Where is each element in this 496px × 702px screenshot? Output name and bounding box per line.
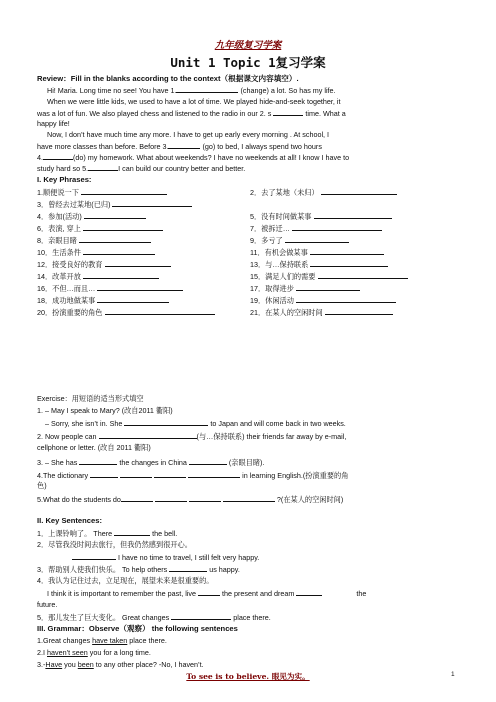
sentence-line: 2．尽管我没时间去旅行，但我仍然感到很开心。 [37,540,192,549]
phrase-blank[interactable] [314,211,392,219]
blank-2[interactable] [273,108,303,116]
phrase-item [37,235,151,245]
phrase-item [37,223,163,233]
phrase-label: 8．亲眼目睹 [37,236,77,245]
phrase-blank[interactable] [292,223,382,231]
review-line: was a lot of fun. We also played chess and listened to the radio in our 2. s time. What a [37,109,346,118]
phrase-label: 1.顺便说一下 [37,188,79,197]
blank-s4b[interactable] [296,588,322,596]
page-footer: To see is to believe. 眼见为实。 [186,672,310,681]
sentence-line: I have no time to travel, I still felt very happy. [72,552,259,562]
phrase-item [37,187,167,197]
phrase-blank[interactable] [81,187,167,195]
sentence-line: 4．我认为记住过去，立足现在，展望未来是很重要的。 [37,576,214,585]
page-number: 1 [451,671,455,678]
phrase-label: 4．参加(活动) [37,212,82,221]
sentence-line: 1．上课铃响了。 There the bell. [37,529,178,538]
phrase-item [250,271,408,281]
page-title: Unit 1 Topic 1复习学案 [170,55,326,70]
phrase-item [37,283,183,293]
review-line: Hi! Maria. Long time no see! You have 1. (change) a lot. So has my life. [47,86,336,95]
phrase-label: 16．不但…而且… [37,284,96,293]
phrase-blank[interactable] [83,223,163,231]
phrase-item [37,259,171,269]
exercise-line: 3. – She has the changes in China (亲眼目睹). [37,458,265,467]
phrase-label: 15．满足人们的需要 [250,272,316,281]
phrase-label: 20．扮演重要的角色 [37,308,103,317]
phrase-blank[interactable] [310,259,388,267]
phrase-blank[interactable] [318,271,408,279]
blank-e5b[interactable] [155,494,187,502]
phrase-label: 5．没有时间做某事 [250,212,312,221]
phrase-blank[interactable] [84,211,146,219]
blank-s2[interactable] [72,552,116,560]
review-line: study hard so 5. I can build our country better and better. [37,164,246,173]
review-line: happy life! [37,119,70,128]
blank-e2[interactable] [99,431,197,439]
blank-e5a[interactable] [121,494,153,502]
blank-e5d[interactable] [223,494,275,502]
phrase-item [250,283,360,293]
phrase-label: 17．取得进步 [250,284,294,293]
phrase-blank[interactable] [105,259,171,267]
phrase-item [250,247,384,257]
blank-e5c[interactable] [189,494,221,502]
review-line: When we were little kids, we used to have a lot of time. We played hide-and-seek together, it [47,97,341,106]
phrases-heading: I. Key Phrases: [37,175,92,184]
phrase-blank[interactable] [83,247,155,255]
exercise-line: 色) [37,481,47,490]
exercise-line: – Sorry, she isn’t in. She to Japan and will come back in two weeks. [45,419,346,428]
blank-1[interactable] [176,85,238,93]
blank-s3[interactable] [169,564,207,572]
phrase-blank[interactable] [105,307,215,315]
phrase-blank[interactable] [321,187,397,195]
blank-e1[interactable] [124,418,208,426]
phrase-item [250,211,392,221]
blank-e4d[interactable] [188,470,240,478]
review-heading: Review：Fill in the blanks according to the context（根据课文内容填空）. [37,74,299,83]
grammar-line: 3.-Have you been to any other place? -No, I haven’t. [37,660,204,669]
sentence-line: I think it is important to remember the past, live the present and dream the [47,589,367,598]
phrase-blank[interactable] [112,199,192,207]
exercise-line: 4.The dictionary in learning English.(扮演重要的角 [37,471,349,480]
sentence-line: future. [37,600,58,609]
phrase-label: 9．多亏了 [250,236,283,245]
phrase-item [37,247,155,257]
phrase-label: 3．曾经去过某地(已归) [37,200,111,209]
blank-e4b[interactable] [120,470,152,478]
exercise-line: 1. – May I speak to Mary? (改自2011 衢阳) [37,406,173,415]
phrase-label: 2．去了某地（未归） [250,188,319,197]
page-header: 九年级复习学案 [214,40,282,51]
phrase-item [250,187,397,197]
phrase-label: 11．有机会做某事 [250,248,308,257]
phrase-item [37,199,192,209]
phrase-label: 13．与…保持联系 [250,260,309,269]
phrase-blank[interactable] [97,283,183,291]
phrase-item [37,211,146,221]
phrase-label: 12．接受良好的教育 [37,260,103,269]
blank-s5[interactable] [171,612,231,620]
phrase-item [37,295,169,305]
phrase-blank[interactable] [285,235,349,243]
sentences-heading: II. Key Sentences: [37,516,102,525]
exercise-line: cellphone or letter. (改自 2011 衢阳) [37,443,151,452]
blank-e4c[interactable] [154,470,186,478]
phrase-label: 14．改革开放 [37,272,81,281]
exercise-line: 5.What do the students do ?(在某人的空闲时间) [37,495,344,504]
grammar-line: 1.Great changes have taken place there. [37,636,167,645]
phrase-label: 6．表演, 穿上 [37,224,81,233]
grammar-heading: III. Grammar：Observe（观察） the following sentences [37,624,238,633]
phrase-blank[interactable] [83,271,159,279]
phrase-blank[interactable] [79,235,151,243]
sentence-line: 5．那儿发生了巨大变化。 Great changes place there. [37,613,271,622]
blank-s1[interactable] [114,528,150,536]
blank-e3a[interactable] [79,457,117,465]
phrase-blank[interactable] [310,247,384,255]
phrase-item [250,235,349,245]
exercise-heading: Exercise：用短语的适当形式填空 [37,394,144,403]
blank-e3b[interactable] [189,457,227,465]
phrase-label: 7．被拆迁… [250,224,290,233]
review-line: have more classes than before. Before 3. (go) to bed, I always spend two hours [37,142,322,151]
blank-3[interactable] [168,141,200,149]
blank-s4a[interactable] [198,588,220,596]
phrase-item [37,271,159,281]
phrase-label: 10．生活条件 [37,248,81,257]
phrase-item [250,307,393,317]
phrase-blank[interactable] [97,295,169,303]
review-line: Now, I don’t have much time any more. I have to get up early every morning . At school, I [47,130,330,139]
phrase-item [250,223,382,233]
phrase-label: 18．成功地做某事 [37,296,96,305]
phrase-blank[interactable] [296,283,360,291]
phrase-blank[interactable] [296,295,396,303]
blank-e4a[interactable] [90,470,118,478]
phrase-item [250,259,388,269]
exercise-line: 2. Now people can (与…保持联系) their friends far away by e-mail, [37,432,347,441]
phrase-blank[interactable] [325,307,393,315]
sentence-line: 3．帮助别人使我们快乐。 To help others us happy. [37,565,240,574]
phrase-item [250,295,396,305]
phrase-item [37,307,215,317]
blank-5[interactable] [88,163,118,171]
phrase-label: 19．休闲活动 [250,296,294,305]
blank-4[interactable] [43,152,73,160]
grammar-line: 2.I haven’t seen you for a long time. [37,648,151,657]
review-line: 4. (do) my homework. What about weekends? I have no weekends at all! I know I have to [37,153,350,162]
phrase-label: 21．在某人的空闲时间 [250,308,323,317]
